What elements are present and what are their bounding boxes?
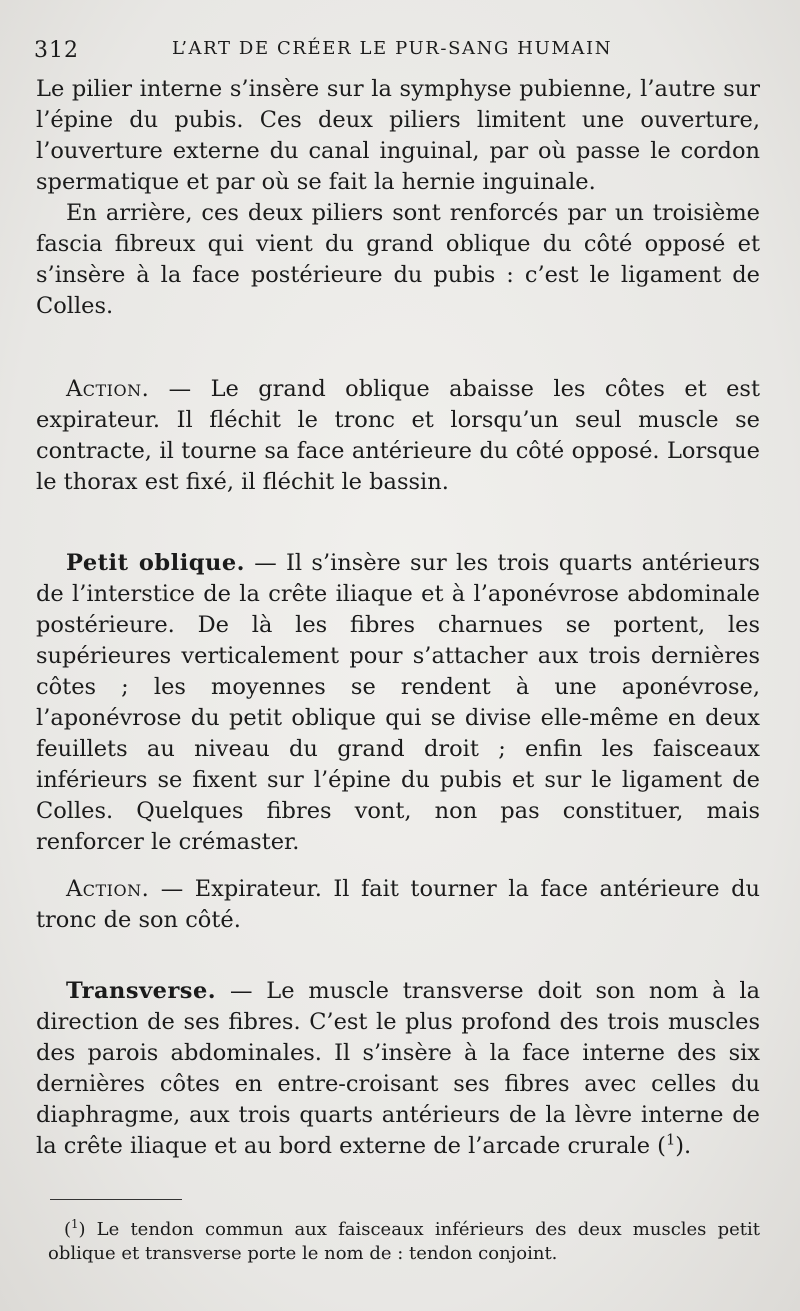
footnote-rule (50, 1199, 182, 1200)
petit-oblique-text: — Il s’insère sur les trois quarts antérieurs de l’interstice de la crête iliaque et à l’aponévrose abdominale postérieure. De là les fibres charnues se portent, les supérieures verticalement pour s’attacher aux trois dernières côtes ; les moyennes se rendent à une aponévrose, l’aponévrose du petit oblique qui se divise elle-même en deux feuillets au niveau du grand droit ; enfin les faisceaux inférieurs se fixent sur l’épine du pubis et sur le ligament de Colles. Quelques fibres vont, non pas constituer, mais renforcer le crémaster. (36, 550, 760, 855)
action-text: — Le grand oblique abaisse les côtes et est expirateur. Il fléchit le tronc et lorsqu’un seul muscle se contracte, il tourne sa face antérieure du côté opposé. Lorsque le thorax est fixé, il fléchit le bassin. (36, 376, 760, 495)
paragraph-en-arriere: En arrière, ces deux piliers sont renforcés par un troisième fascia fibreux qui vient du grand oblique du côté opposé et s’insère à la face postérieure du pubis : c’est le ligament de Colles. (36, 200, 760, 319)
action-text-2: — Expirateur. Il fait tourner la face antérieure du tronc de son côté. (36, 876, 760, 933)
text-block-5 (36, 976, 760, 1162)
paragraph-transverse: Transverse. — Le muscle transverse doit son nom à la direction de ses fibres. C’est le plus profond des trois muscles des parois abdominales. Il s’insère à la face interne des six dernières côtes en entre-croisant ses fibres avec celles du diaphragme, aux trois quarts antérieurs de la lèvre interne de la crête iliaque et au bord externe de l’arcade crurale ($^1$). (36, 978, 760, 1159)
section-heading-petit-oblique: Petit oblique. (66, 550, 245, 576)
transverse-end: . (684, 1133, 692, 1159)
paragraph-action-petit-oblique (36, 874, 760, 936)
action-label: Action. (66, 376, 150, 402)
text-block-2 (36, 374, 760, 498)
page-number: 312 (34, 38, 79, 63)
footnote: ($^1$) Le tendon commun aux faisceaux inférieurs des deux muscles petit oblique et transverse porte le nom de : tendon conjoint. (48, 1217, 760, 1264)
text-block-4 (36, 874, 760, 936)
footnote-text: Le tendon commun aux faisceaux inférieurs des deux muscles petit oblique et transverse porte le nom de : tendon conjoint. (48, 1219, 760, 1264)
paragraph-petit-oblique (36, 548, 760, 858)
action-label-2: Action. (66, 876, 150, 902)
footnote-marker: 1 (71, 1217, 79, 1231)
section-heading-transverse: Transverse. (66, 978, 217, 1004)
footnote-reference: 1 (665, 1131, 676, 1149)
paragraph-pilier: Le pilier interne s’insère sur la symphyse pubienne, l’autre sur l’épine du pubis. Ces deux piliers limitent une ouverture, l’ouverture externe du canal inguinal, par où passe le cordon spermatique et par où se fait la hernie inguinale. (36, 76, 760, 195)
text-block-3 (36, 548, 760, 858)
text-block-1 (36, 74, 760, 322)
transverse-text: — Le muscle transverse doit son nom à la direction de ses fibres. C’est le plus profond des trois muscles des parois abdominales. Il s’insère à la face interne des six dernières côtes en entre-croisant ses fibres avec celles du diaphragme, aux trois quarts antérieurs de la lèvre interne de la crête iliaque et au bord externe de l’arcade crurale (36, 978, 760, 1159)
page-header (34, 34, 760, 68)
running-title: L’ART DE CRÉER LE PUR-SANG HUMAIN (172, 38, 613, 59)
paragraph-action-grand-oblique (36, 374, 760, 498)
